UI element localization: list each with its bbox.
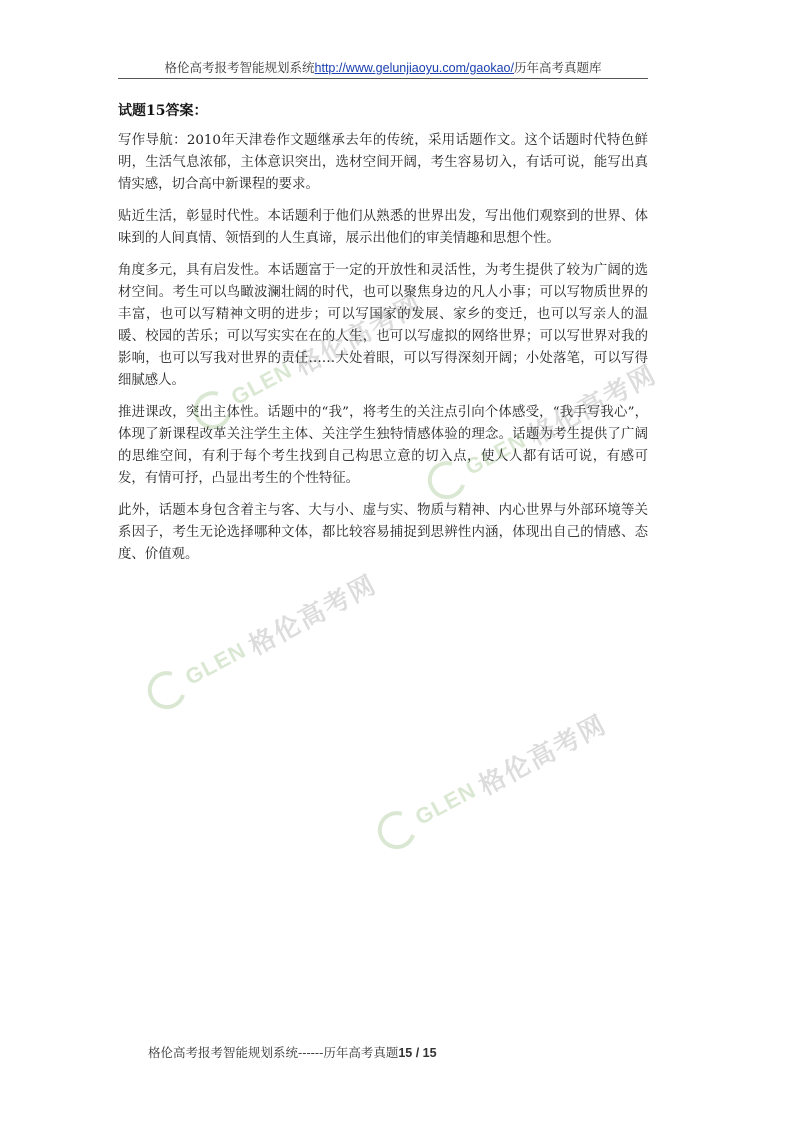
header-link[interactable]: http://www.gelunjiaoyu.com/gaokao/ [314,61,514,75]
footer-text: 格伦高考报考智能规划系统------历年高考真题 [148,1045,399,1060]
watermark [141,563,382,715]
watermark-cn: 格伦高考网 [290,289,428,382]
header-prefix: 格伦高考报考智能规划系统 [164,60,315,75]
header-suffix: 历年高考真题库 [513,60,602,75]
page-footer [148,1043,437,1061]
watermark-brand: GLEN [180,637,251,690]
page-header [118,58,648,79]
paragraph: 此外，话题本身包含着主与客、大与小、虚与实、物质与精神、内心世界与外部环境等关系因子，考生无论选择哪种文体，都比较容易捕捉到思辨性内涵，体现出自己的情感、态度、价值观。 [118,503,648,562]
paragraph: 贴近生活，彰显时代性。本话题利于他们从熟悉的世界出发，写出他们观察到的世界、体味到的人间真情、领悟到的人生真谛，展示出他们的审美情趣和思想个性。 [118,209,648,246]
watermark-brand: GLEN [460,427,531,480]
paragraph: 写作导航：2010年天津卷作文题继承去年的传统，采用话题作文。这个话题时代特色鲜明，生活气息浓郁，主体意识突出，选材空间开阔，考生容易切入，有话可说，能写出真情实感，切合高中新课程的要求。 [118,133,648,192]
watermark [371,703,612,855]
question-title: 试题15答案： [118,103,208,119]
watermark-cn: 格伦高考网 [474,709,612,802]
watermark-cn: 格伦高考网 [524,359,662,452]
watermark-brand: GLEN [410,777,481,830]
watermark-brand: GLEN [226,357,297,410]
paragraph: 推进课改，突出主体性。话题中的“我”，将考生的关注点引向个体感受，“我手写我心”，体现了新课程改革关注学生主体、关注学生独特情感体验的理念。话题为考生提供了广阔的思维空间，有利于每个考生找到自己构思立意的切入点，使人人都有话可说，有感可发，有情可抒，凸显出考生的个性特征。 [118,405,648,486]
watermark-cn: 格伦高考网 [244,569,382,662]
page-number: 15 / 15 [398,1046,437,1060]
paragraph: 角度多元，具有启发性。本话题富于一定的开放性和灵活性，为考生提供了较为广阔的选材空间。考生可以鸟瞰波澜壮阔的时代，也可以聚焦身边的凡人小事；可以写物质世界的丰富，也可以写精神文明的进步；可以写国家的发展、家乡的变迁，也可以写亲人的温暖、校园的苦乐；可以写实实在在的人生，也可以写虚拟的网络世界；可以写世界对我的影响，也可以写我对世界的责任……大处着眼，可以写得深刻开阔；小处落笔，可以写得细腻感人。 [118,263,648,388]
